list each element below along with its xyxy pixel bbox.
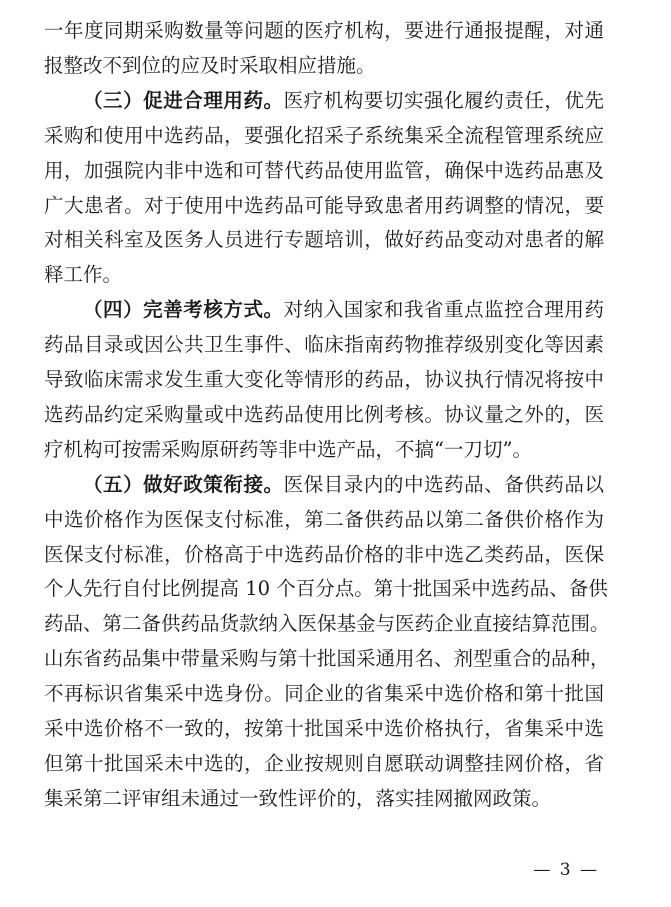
section-heading: （三）促进合理用药。 bbox=[83, 88, 284, 112]
line-text: 医保目录内的中选药品、备供药品以 bbox=[283, 472, 604, 496]
line-text: 疗机构可按需采购原研药等非中选产品，不搞“一刀切”。 bbox=[44, 437, 532, 461]
line-text: 选药品约定采购量或中选药品使用比例考核。协议量之外的，医 bbox=[44, 402, 604, 426]
text-line bbox=[44, 782, 604, 816]
text-line bbox=[44, 328, 604, 362]
line-text: 对相关科室及医务人员进行专题培训，做好药品变动对患者的解 bbox=[44, 228, 604, 252]
line-text: 但第十批国采未中选的，企业按规则自愿联动调整挂网价格，省 bbox=[44, 751, 604, 775]
line-text: 不再标识省集采中选身份。同企业的省集采中选价格和第十批国 bbox=[44, 682, 604, 706]
line-text: 采中选价格不一致的，按第十批国采中选价格执行，省集采中选 bbox=[44, 717, 604, 740]
text-line bbox=[44, 572, 608, 606]
page-number: — 3 — bbox=[533, 860, 599, 880]
line-text: 医保支付标准，价格高于中选药品价格的非中选乙类药品，医保 bbox=[44, 542, 604, 566]
text-line bbox=[44, 119, 604, 153]
line-text: 释工作。 bbox=[44, 263, 123, 287]
text-line bbox=[44, 223, 604, 257]
text-line bbox=[44, 712, 604, 746]
text-line bbox=[44, 433, 604, 467]
line-text: 个人先行自付比例提高 10 个百分点。第十批国采中选药品、备供 bbox=[44, 577, 608, 601]
section-heading: （五）做好政策衔接。 bbox=[83, 472, 284, 496]
section-heading: （四）完善考核方式。 bbox=[83, 298, 284, 322]
line-text: 报整改不到位的应及时采取相应措施。 bbox=[44, 53, 376, 77]
text-line bbox=[44, 642, 610, 676]
text-line bbox=[83, 468, 604, 502]
line-text: 集采第二评审组未通过一致性评价的，落实挂网撤网政策。 bbox=[44, 786, 552, 810]
text-line bbox=[44, 189, 604, 223]
line-text: 采购和使用中选药品，要强化招采子系统集采全流程管理系统应 bbox=[44, 123, 604, 147]
text-line bbox=[44, 747, 604, 781]
line-text: 中选价格作为医保支付标准，第二备供药品以第二备供价格作为 bbox=[44, 507, 604, 531]
text-line bbox=[44, 503, 604, 537]
line-text: 导致临床需求发生重大变化等情形的药品，协议执行情况将按中 bbox=[44, 368, 604, 391]
line-text: 药品、第二备供药品货款纳入医保基金与医药企业直接结算范围。 bbox=[44, 612, 610, 636]
text-line bbox=[44, 398, 604, 432]
line-text: 医疗机构要切实强化履约责任，优先 bbox=[283, 88, 604, 112]
text-line bbox=[83, 84, 604, 118]
line-text: 一年度同期采购数量等问题的医疗机构，要进行通报提醒，对通 bbox=[44, 19, 604, 42]
text-line bbox=[44, 538, 604, 572]
text-line bbox=[44, 154, 604, 188]
line-text: 对纳入国家和我省重点监控合理用药 bbox=[283, 298, 604, 322]
text-line bbox=[44, 14, 604, 48]
text-line bbox=[44, 677, 604, 711]
line-text: 山东省药品集中带量采购与第十批国采通用名、剂型重合的品种， bbox=[44, 647, 610, 671]
text-line bbox=[44, 363, 604, 397]
line-text: 用，加强院内非中选和可替代药品使用监管，确保中选药品惠及 bbox=[44, 158, 604, 182]
line-text: 广大患者。对于使用中选药品可能导致患者用药调整的情况，要 bbox=[44, 193, 604, 217]
text-line bbox=[44, 607, 610, 641]
text-line bbox=[44, 49, 604, 83]
text-line bbox=[44, 258, 604, 292]
line-text: 药品目录或因公共卫生事件、临床指南药物推荐级别变化等因素 bbox=[44, 333, 604, 357]
text-line bbox=[83, 293, 604, 327]
